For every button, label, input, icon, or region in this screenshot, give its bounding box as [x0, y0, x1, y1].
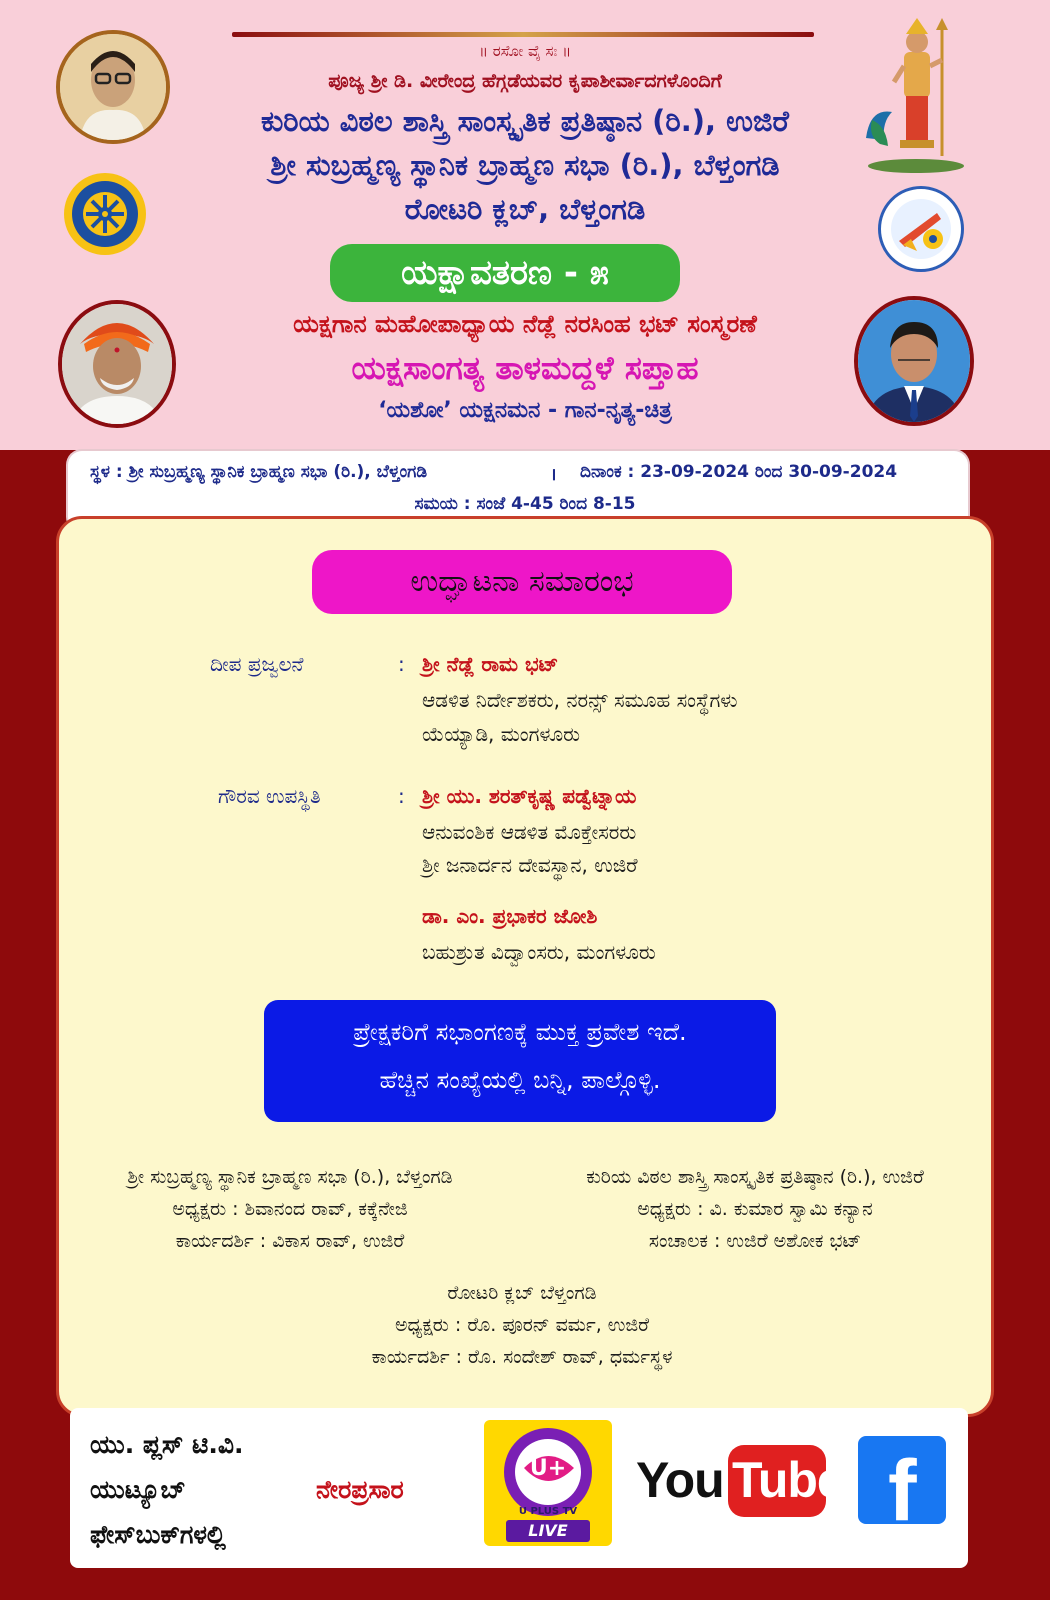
honoured-presence-label: ಗೌರವ ಉಪಸ್ಥಿತಿ: [218, 784, 321, 808]
facebook-logo: [858, 1436, 946, 1524]
invocation-text: ॥ ರಸೋ ವೈ ಸಃ ॥: [478, 42, 572, 60]
lamp-guest-name: ಶ್ರೀ ನೆಡ್ಲೆ ರಾಮ ಭಟ್: [422, 652, 559, 676]
left-org-name: ಶ್ರೀ ಸುಬ್ರಹ್ಮಣ್ಯ ಸ್ಥಾನಿಕ ಬ್ರಾಹ್ಮಣ ಸಭಾ (ರಿ.), ಬೆಳ್ತಂಗಡಿ: [127, 1166, 453, 1188]
live-broadcast-label: ನೇರಪ್ರಸಾರ: [316, 1475, 404, 1504]
organiser-3-title: ರೋಟರಿ ಕ್ಲಬ್, ಬೆಳ್ತಂಗಡಿ: [404, 192, 646, 226]
right-org-name: ಕುರಿಯ ವಿಠಲ ಶಾಸ್ತ್ರಿ ಸಾಂಸ್ಕೃತಿಕ ಪ್ರತಿಷ್ಠಾನ (ರಿ.), ಉಜಿರೆ: [586, 1166, 924, 1188]
uplus-mark: U+: [529, 1456, 567, 1481]
blessing-text: ಪೂಜ್ಯ ಶ್ರೀ ಡಿ. ವೀರೇಂದ್ರ ಹೆಗ್ಗಡೆಯವರ ಕೃಪಾಶೀರ್ವಾದಗಳೊಂದಿಗೆ: [328, 70, 722, 92]
venue-text: ಸ್ಥಳ : ಶ್ರೀ ಸುಬ್ರಹ್ಮಣ್ಯ ಸ್ಥಾನಿಕ ಬ್ರಾಹ್ಮಣ ಸಭಾ (ರಿ.), ಬೆಳ್ತಂಗಡಿ: [90, 462, 428, 482]
memorial-text: ಯಕ್ಷಗಾನ ಮಹೋಪಾಧ್ಯಾಯ ನೆಡ್ಲೆ ನರಸಿಂಹ ಭಟ್ ಸಂಸ್ಮರಣೆ: [293, 310, 757, 338]
rotary-club-name: ರೋಟರಿ ಕ್ಲಬ್ ಬೆಳ್ತಂಗಡಿ: [447, 1282, 597, 1304]
lamp-guest-place: ಯೆಯ್ಯಾಡಿ, ಮಂಗಳೂರು: [422, 722, 581, 746]
header-divider-line: [232, 32, 814, 37]
week-title: ಯಕ್ಷಸಾಂಗತ್ಯ ತಾಳಮದ್ದಳೆ ಸಪ್ತಾಹ: [351, 349, 699, 387]
notice-line-1: ಪ್ರೇಕ್ಷಕರಿಗೆ ಸಭಾಂಗಣಕ್ಕೆ ಮುಕ್ತ ಪ್ರವೇಶ ಇದೆ.: [353, 1018, 687, 1046]
rotary-president: ಅಧ್ಯಕ್ಷರು : ರೊ. ಪೂರನ್ ವರ್ಮ, ಉಜಿರೆ: [395, 1314, 649, 1336]
narasimha-bhat-portrait: [58, 300, 176, 428]
date-range-text: ದಿನಾಂಕ : 23-09-2024 ರಿಂದ 30-09-2024: [580, 462, 898, 482]
guest1-place: ಶ್ರೀ ಜನಾರ್ದನ ದೇವಸ್ಥಾನ, ಉಜಿರೆ: [422, 853, 638, 877]
guest1-title: ಆನುವಂಶಿಕ ಆಡಳಿತ ಮೊಕ್ತೇಸರರು: [422, 820, 637, 844]
veerendra-portrait: [56, 30, 170, 144]
guest-colon: :: [398, 784, 405, 808]
guest2-name: ಡಾ. ಎಂ. ಪ್ರಭಾಕರ ಜೋಶಿ: [422, 904, 598, 928]
inauguration-heading: ಉದ್ಘಾಟನಾ ಸಮಾರಂಭ: [312, 550, 732, 614]
notice-line-2: ಹೆಚ್ಚಿನ ಸಂಖ್ಯೆಯಲ್ಲಿ ಬನ್ನಿ, ಪಾಲ್ಗೊಳ್ಳಿ.: [379, 1066, 661, 1094]
guest-portrait: [854, 296, 974, 426]
uplus-tv-name: U PLUS TV: [518, 1506, 578, 1517]
right-org-president: ಅಧ್ಯಕ್ಷರು : ವಿ. ಕುಮಾರ ಸ್ವಾಮಿ ಕನ್ಯಾನ: [637, 1198, 873, 1220]
uplus-tv-logo: [484, 1420, 612, 1546]
guest1-name: ಶ್ರೀ ಯು. ಶರತ್‌ಕೃಷ್ಣ ಪಡ್ವೆಟ್ನಾಯ: [422, 784, 637, 808]
broadcast-line-3: ಫೇಸ್‌ಬುಕ್‌ಗಳಲ್ಲಿ: [90, 1520, 226, 1549]
right-org-convenor: ಸಂಚಾಲಕ : ಉಜಿರೆ ಅಶೋಕ ಭಟ್: [648, 1230, 862, 1252]
rotary-right-logo: [878, 186, 964, 272]
lamp-colon: :: [398, 652, 405, 676]
broadcast-line-1: ಯು. ಪ್ಲಸ್ ಟಿ.ವಿ.: [90, 1430, 244, 1459]
subtitle-text: ‘ಯಶೋ’ ಯಕ್ಷನಮನ - ಗಾನ-ನೃತ್ಯ-ಚಿತ್ರ: [378, 398, 672, 423]
guest2-title: ಬಹುಶ್ರುತ ವಿದ್ವಾಂಸರು, ಮಂಗಳೂರು: [422, 940, 656, 964]
rotary-left-logo: [64, 173, 146, 255]
facebook-f-glyph: f: [888, 1443, 917, 1524]
youtube-logo: [636, 1445, 844, 1519]
youtube-tube-text: Tube: [732, 1452, 844, 1508]
lamp-guest-title: ಆಡಳಿತ ನಿರ್ದೇಶಕರು, ನರನ್ಸ್ ಸಮೂಹ ಸಂಸ್ಥೆಗಳು: [422, 688, 738, 712]
subramanya-deity-image: [860, 16, 972, 174]
organiser-1-title: ಕುರಿಯ ವಿಠಲ ಶಾಸ್ತ್ರಿ ಸಾಂಸ್ಕೃತಿಕ ಪ್ರತಿಷ್ಠಾನ (ರಿ.), ಉಜಿರೆ: [261, 104, 789, 138]
event-title-badge: ಯಕ್ಷಾವತರಣ - ೫: [330, 244, 680, 302]
left-org-secretary: ಕಾರ್ಯದರ್ಶಿ : ವಿಕಾಸ ರಾವ್, ಉಜಿರೆ: [175, 1230, 405, 1252]
lamp-lighting-label: ದೀಪ ಪ್ರಜ್ವಲನೆ: [210, 652, 304, 676]
broadcast-line-2: ಯುಟ್ಯೂಬ್: [90, 1475, 186, 1504]
info-separator: ।: [550, 465, 557, 485]
youtube-you-text: You: [636, 1452, 724, 1508]
uplus-live-badge: LIVE: [506, 1520, 590, 1542]
time-text: ಸಮಯ : ಸಂಜೆ 4-45 ರಿಂದ 8-15: [414, 494, 636, 514]
rotary-secretary: ಕಾರ್ಯದರ್ಶಿ : ರೊ. ಸಂದೇಶ್ ರಾವ್, ಧರ್ಮಸ್ಥಳ: [371, 1346, 673, 1368]
organiser-2-title: ಶ್ರೀ ಸುಬ್ರಹ್ಮಣ್ಯ ಸ್ಥಾನಿಕ ಬ್ರಾಹ್ಮಣ ಸಭಾ (ರಿ.), ಬೆಳ್ತಂಗಡಿ: [270, 148, 780, 182]
left-org-president: ಅಧ್ಯಕ್ಷರು : ಶಿವಾನಂದ ರಾವ್, ಕಕ್ಕೆನೇಜಿ: [172, 1198, 408, 1220]
